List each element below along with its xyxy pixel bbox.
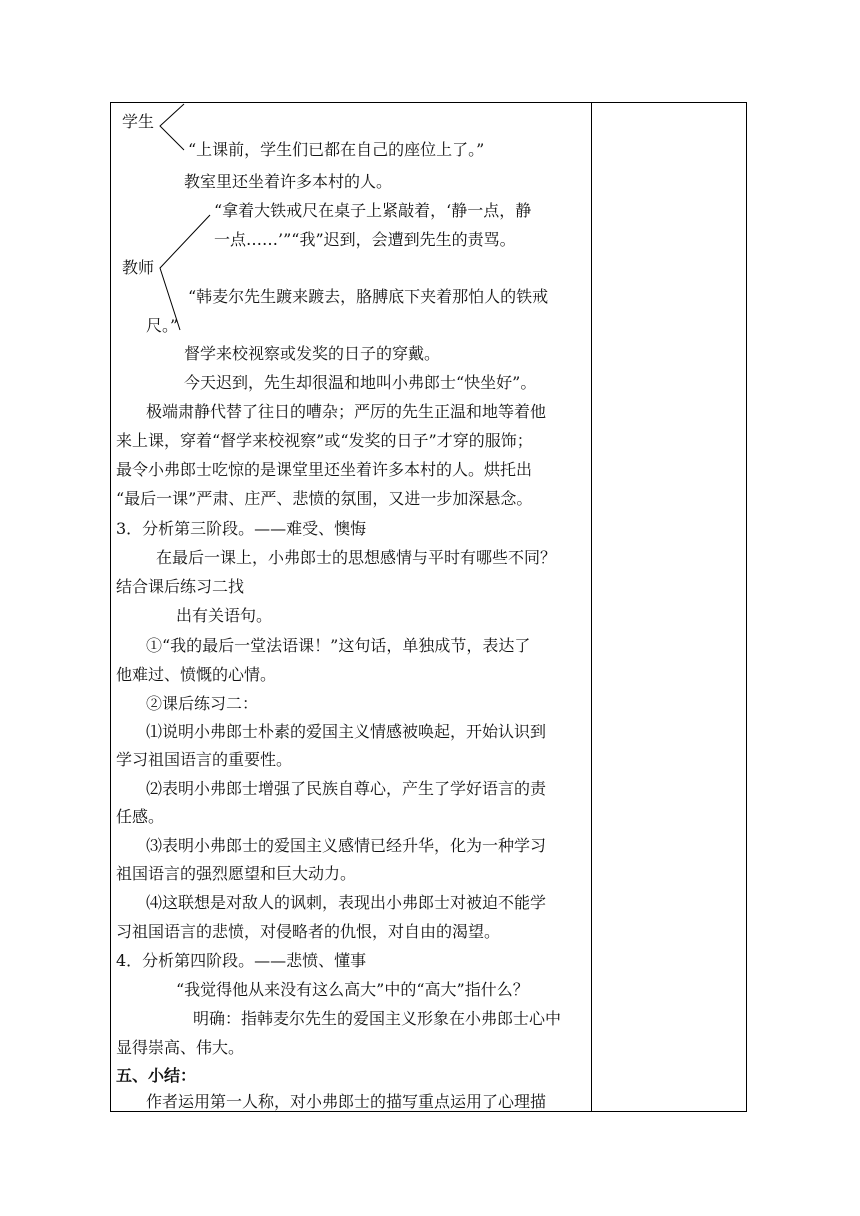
section-heading: 4．分析第四阶段。——悲愤、懂事 [116,951,367,970]
label-student: 学生 [122,112,155,131]
text-line: 一点……’”“我”迟到，会遭到先生的责骂。 [214,230,516,249]
text-line: 显得崇高、伟大。 [116,1038,245,1057]
text-line: 督学来校视察或发奖的日子的穿戴。 [184,344,441,363]
text-line: 任感。 [116,807,165,826]
text-line: “最后一课”严肃、庄严、悲愤的氛围，又进一步加深悬念。 [116,489,533,508]
text-line: 作者运用第一人称，对小弗郎士的描写重点运用了心理描 [146,1092,547,1111]
text-line: 学习祖国语言的重要性。 [116,750,293,769]
text-line: “拿着大铁戒尺在桌子上紧敲着，‘静一点，静 [214,201,532,220]
text-line: “我觉得他从来没有这么高大”中的“高大”指什么？ [176,980,529,999]
text-line: 教室里还坐着许多本村的人。 [184,172,393,191]
student-bracket [160,104,184,150]
text-line: 极端肃静代替了往日的嘈杂；严厉的先生正温和地等着他 [146,402,547,421]
summary-heading: 五、小结： [116,1066,197,1085]
text-line: ⑴说明小弗郎士朴素的爱国主义情感被唤起，开始认识到 [146,722,547,741]
text-line: ⑷这联想是对敌人的讽刺，表现出小弗郎士对被迫不能学 [146,893,547,912]
text-line: 明确：指韩麦尔先生的爱国主义形象在小弗郎士心中 [193,1009,562,1028]
text-line: 尺。” [146,316,179,335]
text-line: ①“我的最后一堂法语课！”这句话，单独成节，表达了 [146,636,531,655]
text-line: ⑶表明小弗郎士的爱国主义感情已经升华，化为一种学习 [146,836,547,855]
text-line: 在最后一课上，小弗郎士的思想感情与平时有哪些不同？ [156,548,557,567]
text-line: ⑵表明小弗郎士增强了民族自尊心，产生了学好语言的责 [146,779,547,798]
label-teacher: 教师 [122,258,155,277]
text-line: 结合课后练习二找 [116,577,245,596]
text-line: 来上课，穿着“督学来校视察”或“发奖的日子”才穿的服饰； [116,431,533,450]
text-line: “上课前，学生们已都在自己的座位上了。” [188,140,485,159]
text-line: 他难过、愤慨的心情。 [116,665,277,684]
text-line: 今天迟到，先生却很温和地叫小弗郎士“快坐好”。 [184,373,537,392]
text-line: 最令小弗郎士吃惊的是课堂里还坐着许多本村的人。烘托出 [116,460,533,479]
text-line: 祖国语言的强烈愿望和巨大动力。 [116,864,357,883]
text-line: 出有关语句。 [176,606,273,625]
teacher-bracket [160,215,210,330]
text-line: ②课后练习二： [146,694,259,713]
section-heading: 3．分析第三阶段。——难受、懊悔 [116,519,367,538]
text-line: “韩麦尔先生踱来踱去，胳膊底下夹着那怕人的铁戒 [188,287,549,306]
text-line: 习祖国语言的悲愤，对侵略者的仇恨，对自由的渴望。 [116,922,501,941]
